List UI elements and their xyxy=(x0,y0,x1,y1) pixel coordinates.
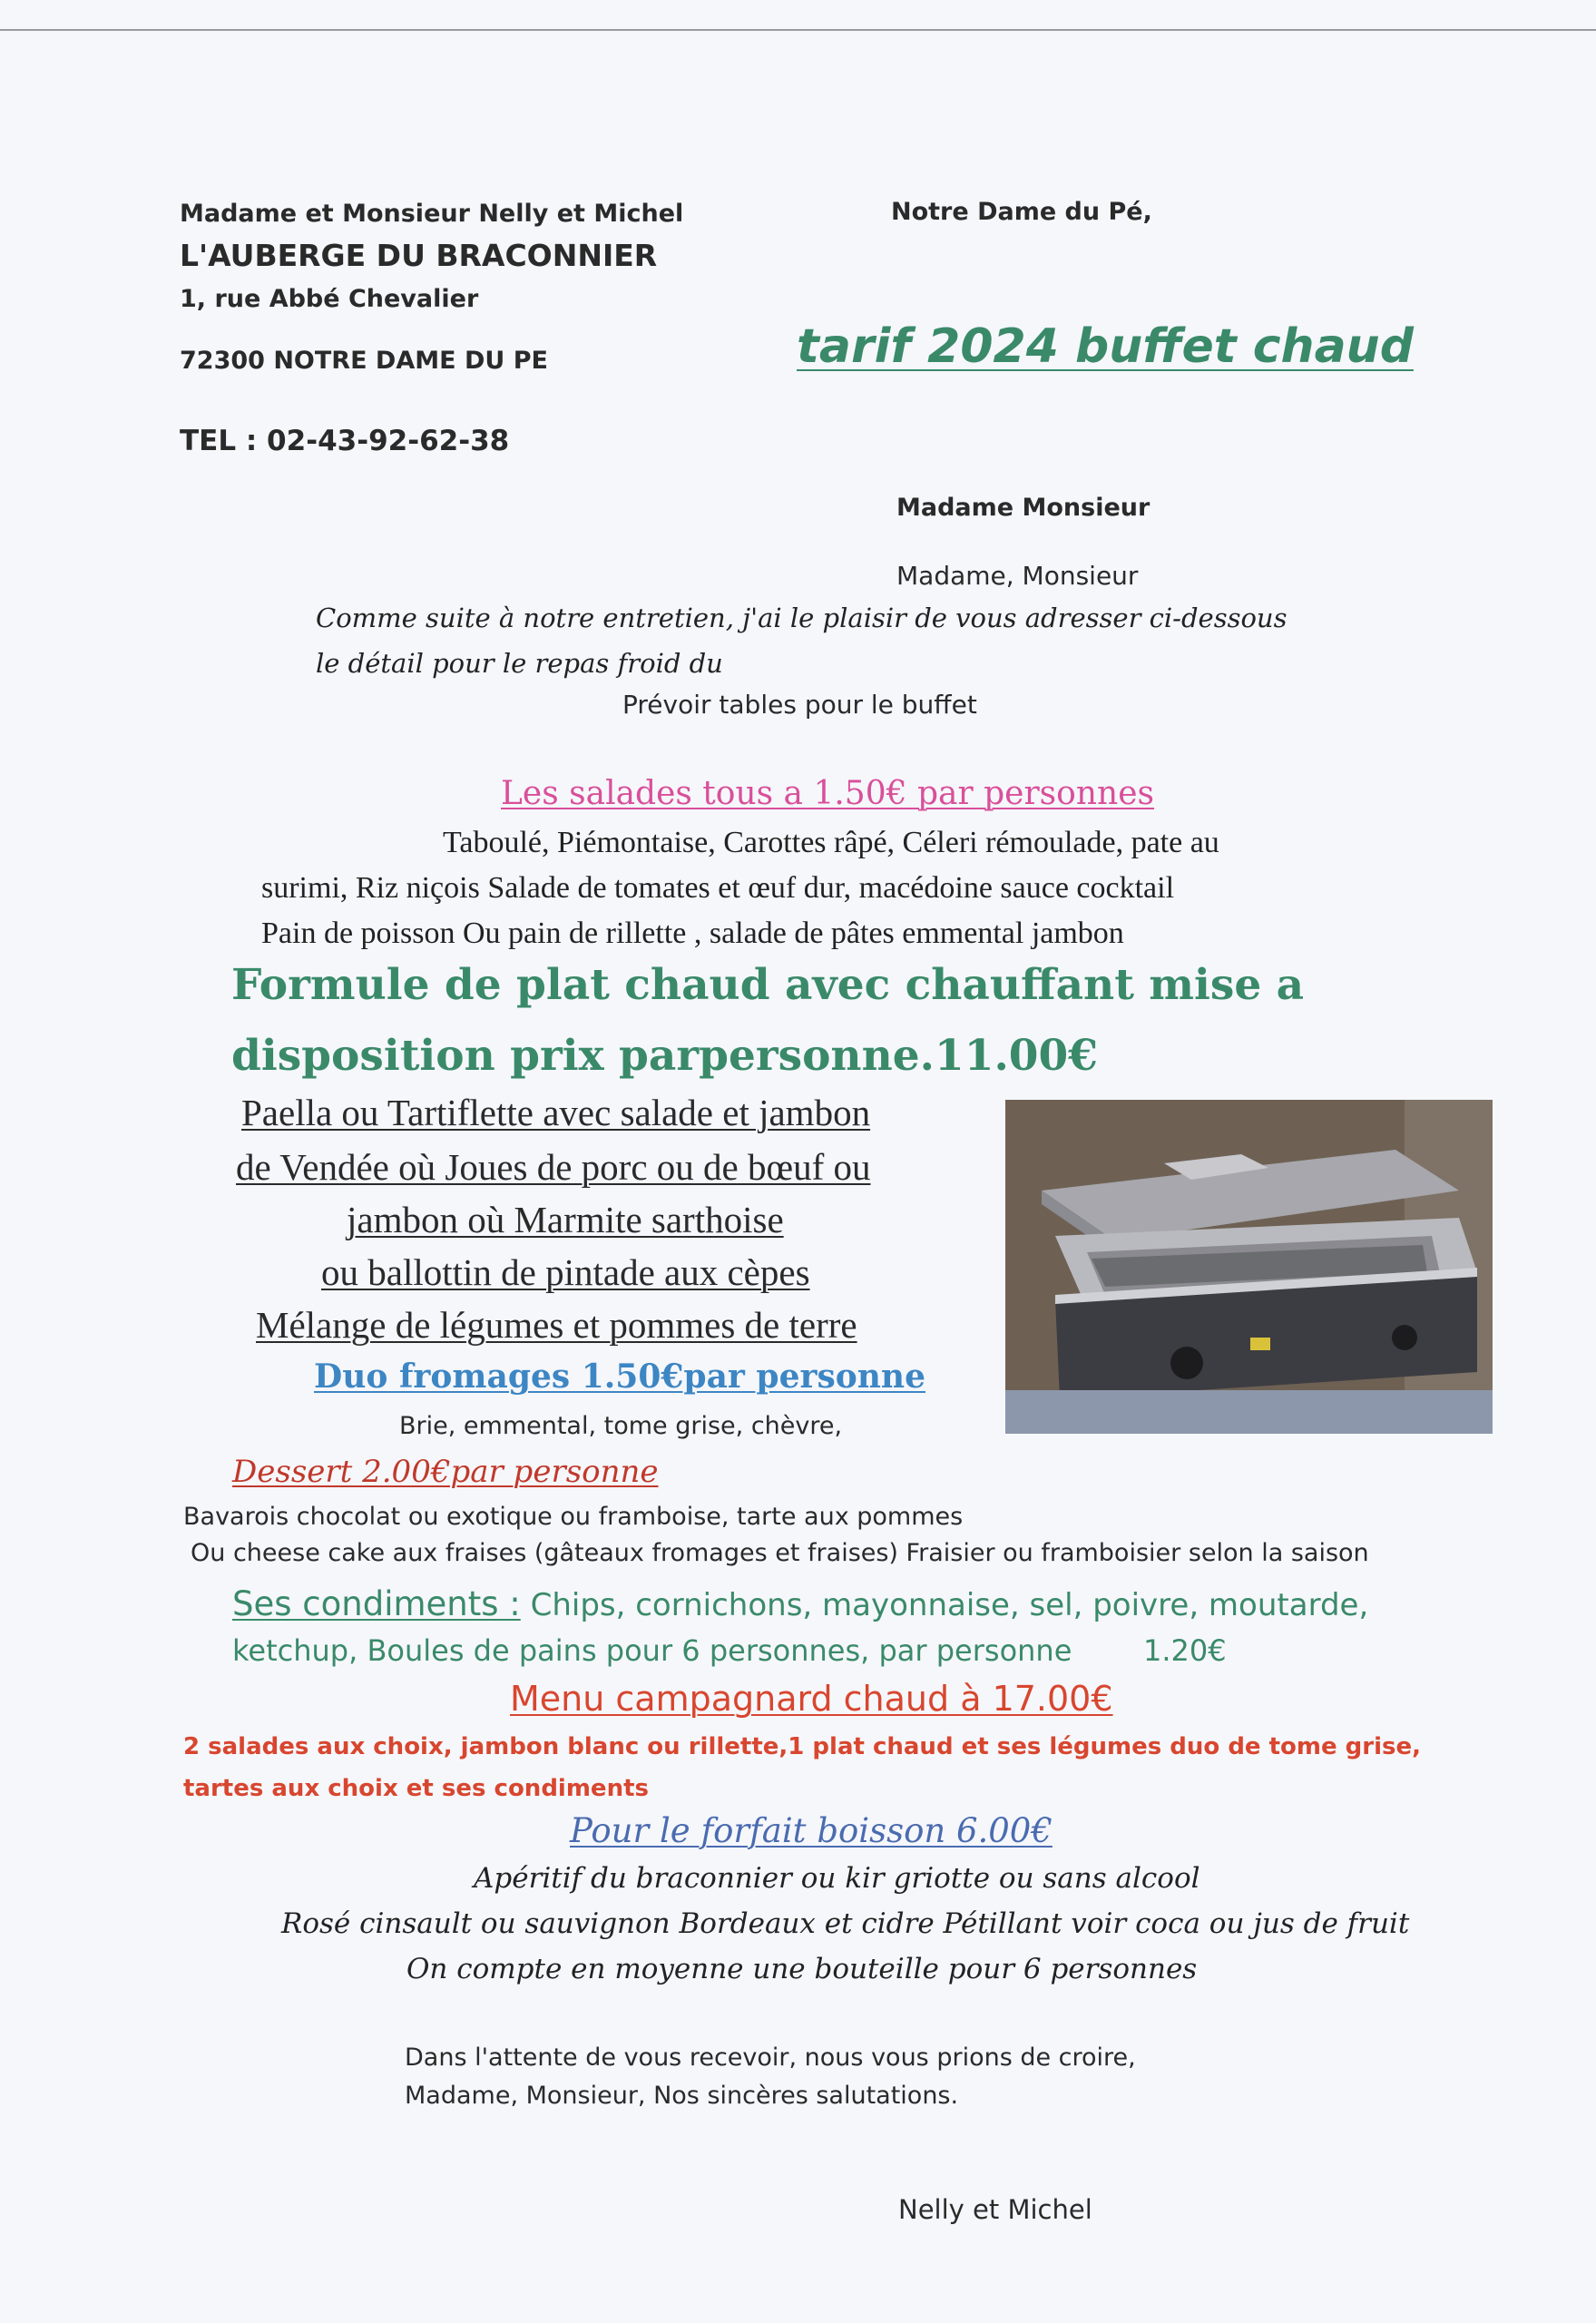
drinks-line-1: Apéritif du braconnier ou kir griotte ou sans alcool xyxy=(474,1862,1200,1895)
intro-line-3: Prévoir tables pour le buffet xyxy=(622,690,977,720)
salads-line-2: surimi, Riz niçois Salade de tomates et œuf dur, macédoine sauce cocktail xyxy=(261,871,1175,905)
dessert-line-1: Bavarois chocolat ou exotique ou framboise, tarte aux pommes xyxy=(183,1503,964,1531)
menu-line-1: 2 salades aux choix, jambon blanc ou rillette,1 plat chaud et ses légumes duo de tome grise, xyxy=(183,1733,1422,1760)
greeting: Madame, Monsieur xyxy=(896,561,1139,591)
condiments-heading: Ses condiments : xyxy=(232,1584,521,1623)
signature: Nelly et Michel xyxy=(898,2194,1092,2225)
hot-dish-line-4: ou ballottin de pintade aux cèpes xyxy=(321,1251,810,1293)
sender-names: Madame et Monsieur Nelly et Michel xyxy=(180,200,684,228)
sender-street: 1, rue Abbé Chevalier xyxy=(180,285,479,313)
document-title: tarif 2024 buffet chaud xyxy=(797,319,1414,374)
dessert-line-2: Ou cheese cake aux fraises (gâteaux fromages et fraises) Fraisier ou framboisier selon la saison xyxy=(191,1539,1369,1567)
condiments-line-2: ketchup, Boules de pains pour 6 personnes, par personne xyxy=(232,1633,1072,1668)
condiments-price: 1.20€ xyxy=(1143,1633,1227,1668)
cheese-line: Brie, emmental, tome grise, chèvre, xyxy=(399,1412,843,1440)
sender-business: L'AUBERGE DU BRACONNIER xyxy=(180,238,658,273)
drinks-heading: Pour le forfait boisson 6.00€ xyxy=(570,1811,1053,1850)
condiments-line-1-text: Chips, cornichons, mayonnaise, sel, poivre, moutarde, xyxy=(530,1587,1369,1623)
hot-dish-line-2: de Vendée où Joues de porc ou de bœuf ou xyxy=(236,1146,871,1188)
intro-line-1: Comme suite à notre entretien, j'ai le plaisir de vous adresser ci-dessous xyxy=(316,603,1288,633)
hot-dish-heading-2: disposition prix parpersonne.11.00€ xyxy=(231,1031,1098,1081)
intro-line-2: le détail pour le repas froid du xyxy=(316,648,723,679)
salads-line-3: Pain de poisson Ou pain de rillette , salade de pâtes emmental jambon xyxy=(261,916,1124,950)
dessert-heading: Dessert 2.00€par personne xyxy=(232,1454,659,1490)
closing-line-2: Madame, Monsieur, Nos sincères salutations. xyxy=(405,2082,959,2110)
chafing-dish-illustration xyxy=(1005,1100,1493,1434)
menu-line-2: tartes aux choix et ses condiments xyxy=(183,1775,649,1802)
place-line: Notre Dame du Pé, xyxy=(891,198,1152,226)
menu-heading: Menu campagnard chaud à 17.00€ xyxy=(510,1679,1113,1719)
cheese-heading: Duo fromages 1.50€par personne xyxy=(314,1358,925,1396)
hot-dish-line-5: Mélange de légumes et pommes de terre xyxy=(256,1304,857,1346)
drinks-line-2: Rosé cinsault ou sauvignon Bordeaux et cidre Pétillant voir coca ou jus de fruit xyxy=(281,1907,1410,1940)
closing-line-1: Dans l'attente de vous recevoir, nous vous prions de croire, xyxy=(405,2044,1136,2072)
condiments-line-1 xyxy=(232,1584,1368,1623)
salads-heading: Les salades tous a 1.50€ par personnes xyxy=(501,775,1154,812)
hot-dish-line-3: jambon où Marmite sarthoise xyxy=(347,1199,784,1240)
hot-dish-heading-1: Formule de plat chaud avec chauffant mise a xyxy=(231,960,1305,1010)
drinks-line-3: On compte en moyenne une bouteille pour 6 personnes xyxy=(406,1953,1198,1985)
recipient: Madame Monsieur xyxy=(896,494,1150,522)
sender-phone: TEL : 02-43-92-62-38 xyxy=(180,425,510,457)
hot-dish-line-1: Paella ou Tartiflette avec salade et jambon xyxy=(241,1092,871,1133)
scan-top-edge xyxy=(0,29,1596,31)
sender-city: 72300 NOTRE DAME DU PE xyxy=(180,347,548,375)
chafing-dish-photo xyxy=(1005,1100,1493,1434)
salads-line-1: Taboulé, Piémontaise, Carottes râpé, Céleri rémoulade, pate au xyxy=(443,826,1219,859)
